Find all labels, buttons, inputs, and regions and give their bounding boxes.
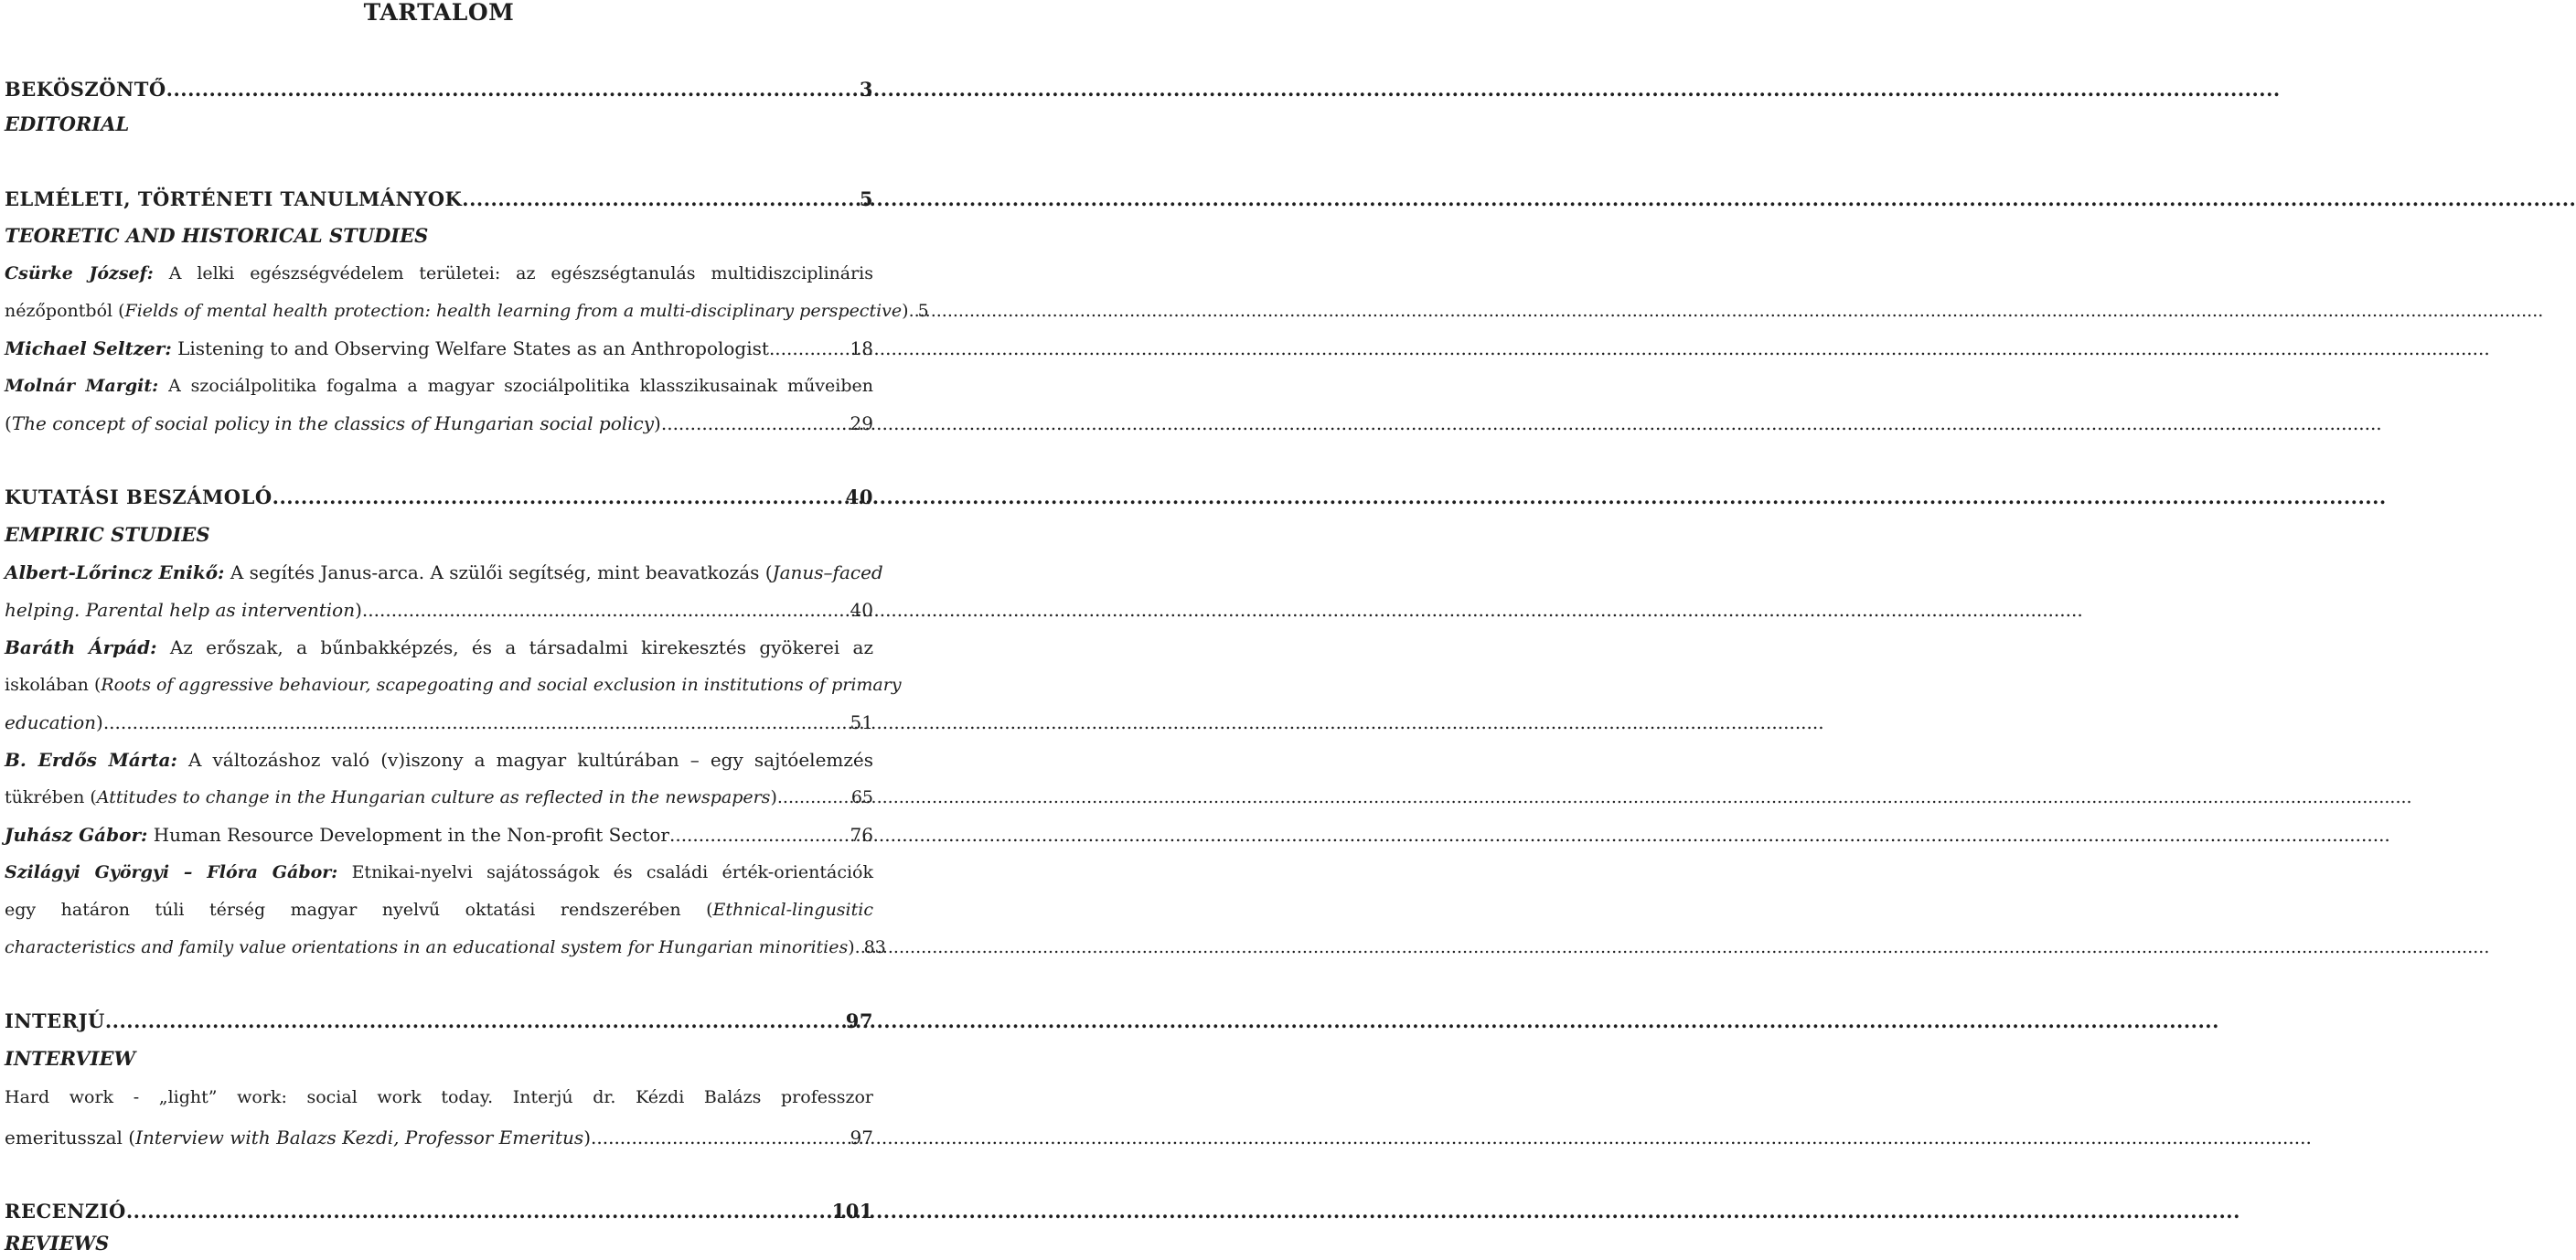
page-number: 5 [859,187,873,210]
page-number: 101 [831,1200,873,1223]
section-subheading-theoretic: TEORETIC AND HISTORICAL STUDIES [5,224,429,247]
toc-section-interview[interactable] [5,1005,873,1038]
page-number: 97 [845,1009,873,1032]
toc-entry-molnar-line1[interactable] [5,369,873,402]
entry-english-title: Roots of aggressive behaviour, scapegoating and social exclusion in institutions of primary [101,675,902,695]
leader-dots [909,294,918,327]
toc-entry-interview-line2[interactable] [5,1121,873,1154]
leader-dots [126,1195,832,1228]
entry-english-title: education [5,711,96,733]
toc-entry-barath-line3[interactable] [5,706,873,739]
page-number: 51 [850,711,873,733]
entry-english-title: Ethnical-lingusitic [712,900,873,920]
section-heading: ELMÉLETI, TÖRTÉNETI TANULMÁNYOK [5,187,463,210]
leader-dots [462,183,860,216]
page-number: 83 [863,937,886,957]
toc-entry-barath-line1[interactable] [5,631,873,664]
page-number: 76 [850,824,873,846]
entry-title-continued: tükrében (Attitudes to change in the Hungarian culture as reflected in the newspapers) [5,787,777,807]
section-heading: RECENZIÓ [5,1200,126,1223]
toc-entry-barath-line2[interactable]: iskolában (Roots of aggressive behaviour, scapegoating and social exclusion in institutions of primary [5,675,902,695]
entry-title: Az erőszak, a bűnbakképzés, és a társadalmi kirekesztés gyökerei az [169,636,874,658]
toc-entry-albert-line2[interactable] [5,593,873,626]
page-title: TARTALOM [363,0,515,26]
toc-entry-seltzer[interactable] [5,332,873,365]
page-number: 40 [850,599,873,621]
section-subheading-reviews: REVIEWS [5,1232,110,1255]
leader-dots [166,73,860,106]
toc-section-editorial[interactable] [5,73,873,106]
entry-title-continued: (The concept of social policy in the classics of Hungarian social policy) [5,412,661,434]
toc-entry-erdos-line1[interactable] [5,743,873,776]
toc-entry-albert-line1[interactable] [5,556,883,589]
page-number: 97 [850,1127,873,1148]
entry-title: A lelki egészségvédelem területei: az egészségtanulás multidiszciplináris [168,263,873,283]
section-heading: INTERJÚ [5,1009,105,1032]
entry-english-title: Interview with Balazs Kezdi, Professor Emeritus [135,1127,584,1148]
leader-dots [103,706,850,739]
leader-dots [669,818,850,851]
toc-entry-erdos-line2[interactable] [5,781,873,814]
entry-english-title: Fields of mental health protection: health learning from a multi-disciplinary perspective [124,301,903,321]
entry-title-continued: education) [5,711,103,733]
entry-author: Albert-Lőrincz Enikő: [5,561,225,583]
toc-section-theoretic[interactable] [5,183,873,216]
toc-entry-csurke-line2[interactable] [5,294,929,327]
entry-author: Michael Seltzer: [5,337,172,359]
entry-title-continued: nézőpontból (Fields of mental health protection: health learning from a multi-disciplinary perspective) [5,301,909,321]
entry-author: Molnár Margit: [5,376,159,396]
leader-dots [769,332,850,365]
section-heading: BEKÖSZÖNTŐ [5,78,166,101]
entry-author: Juhász Gábor: [5,824,148,846]
section-heading: KUTATÁSI BESZÁMOLÓ [5,486,273,508]
entry-title: A segítés Janus-arca. A szülői segítség, mint beavatkozás (Janus–faced [230,561,883,583]
entry-title-continued: characteristics and family value orientations in an educational system for Hungarian minorities) [5,937,855,957]
leader-dots [661,407,850,440]
toc-section-empiric[interactable] [5,481,873,514]
leader-dots [591,1121,850,1154]
entry-title-continued: helping. Parental help as intervention) [5,599,362,621]
toc-page [0,0,929,1260]
page-number: 29 [850,412,873,434]
entry-title-continued: emeritusszal (Interview with Balazs Kezdi, Professor Emeritus) [5,1127,592,1148]
entry-english-title: Attitudes to change in the Hungarian culture as reflected in the newspapers [96,787,771,807]
entry-title: Listening to and Observing Welfare States as an Anthropologist [177,337,769,359]
entry-author: Baráth Árpád: [5,636,157,658]
entry-title: Hard work - „light” work: social work today. Interjú dr. Kézdi Balázs professzor [5,1087,873,1107]
toc-entry-szilagyi-line2[interactable]: egy határon túli térség magyar nyelvű oktatási rendszerében (Ethnical-lingusitic [5,900,873,920]
leader-dots [273,481,846,514]
entry-english-title: The concept of social policy in the classics of Hungarian social policy [11,412,655,434]
toc-section-reviews[interactable] [5,1195,873,1228]
leader-dots [105,1005,846,1038]
entry-english-title: helping. Parental help as intervention [5,599,356,621]
toc-entry-csurke-line1[interactable] [5,257,873,290]
entry-author: Csürke József: [5,263,154,283]
page-number: 40 [845,486,873,508]
section-subheading-empiric: EMPIRIC STUDIES [5,523,210,546]
toc-entry-szilagyi-line1[interactable] [5,856,873,889]
entry-title: A szociálpolitika fogalma a magyar szociálpolitika klasszikusainak műveiben [168,376,874,396]
toc-entry-interview-line1[interactable] [5,1081,873,1114]
entry-title: A változáshoz való (v)iszony a magyar kultúrában – egy sajtóelemzés [187,749,874,771]
section-subheading-editorial: EDITORIAL [5,112,130,135]
page-number: 65 [850,787,873,807]
entry-english-title: characteristics and family value orientations in an educational system for Hungarian minorities [5,937,849,957]
toc-entry-szilagyi-line3[interactable] [5,931,886,964]
page-number: 5 [917,301,929,321]
section-subheading-interview: INTERVIEW [5,1047,136,1070]
entry-author: Szilágyi Györgyi – Flóra Gábor: [5,862,338,882]
entry-title: Human Resource Development in the Non-profit Sector [153,824,669,846]
toc-entry-molnar-line2[interactable] [5,407,873,440]
entry-author: B. Erdős Márta: [5,749,177,771]
leader-dots [777,781,851,814]
entry-title: Etnikai-nyelvi sajátosságok és családi érték-orientációk [351,862,873,882]
page-number: 18 [850,337,873,359]
toc-entry-juhasz[interactable] [5,818,873,851]
leader-dots [362,593,850,626]
page-number: 3 [859,78,873,101]
leader-dots [855,931,864,964]
